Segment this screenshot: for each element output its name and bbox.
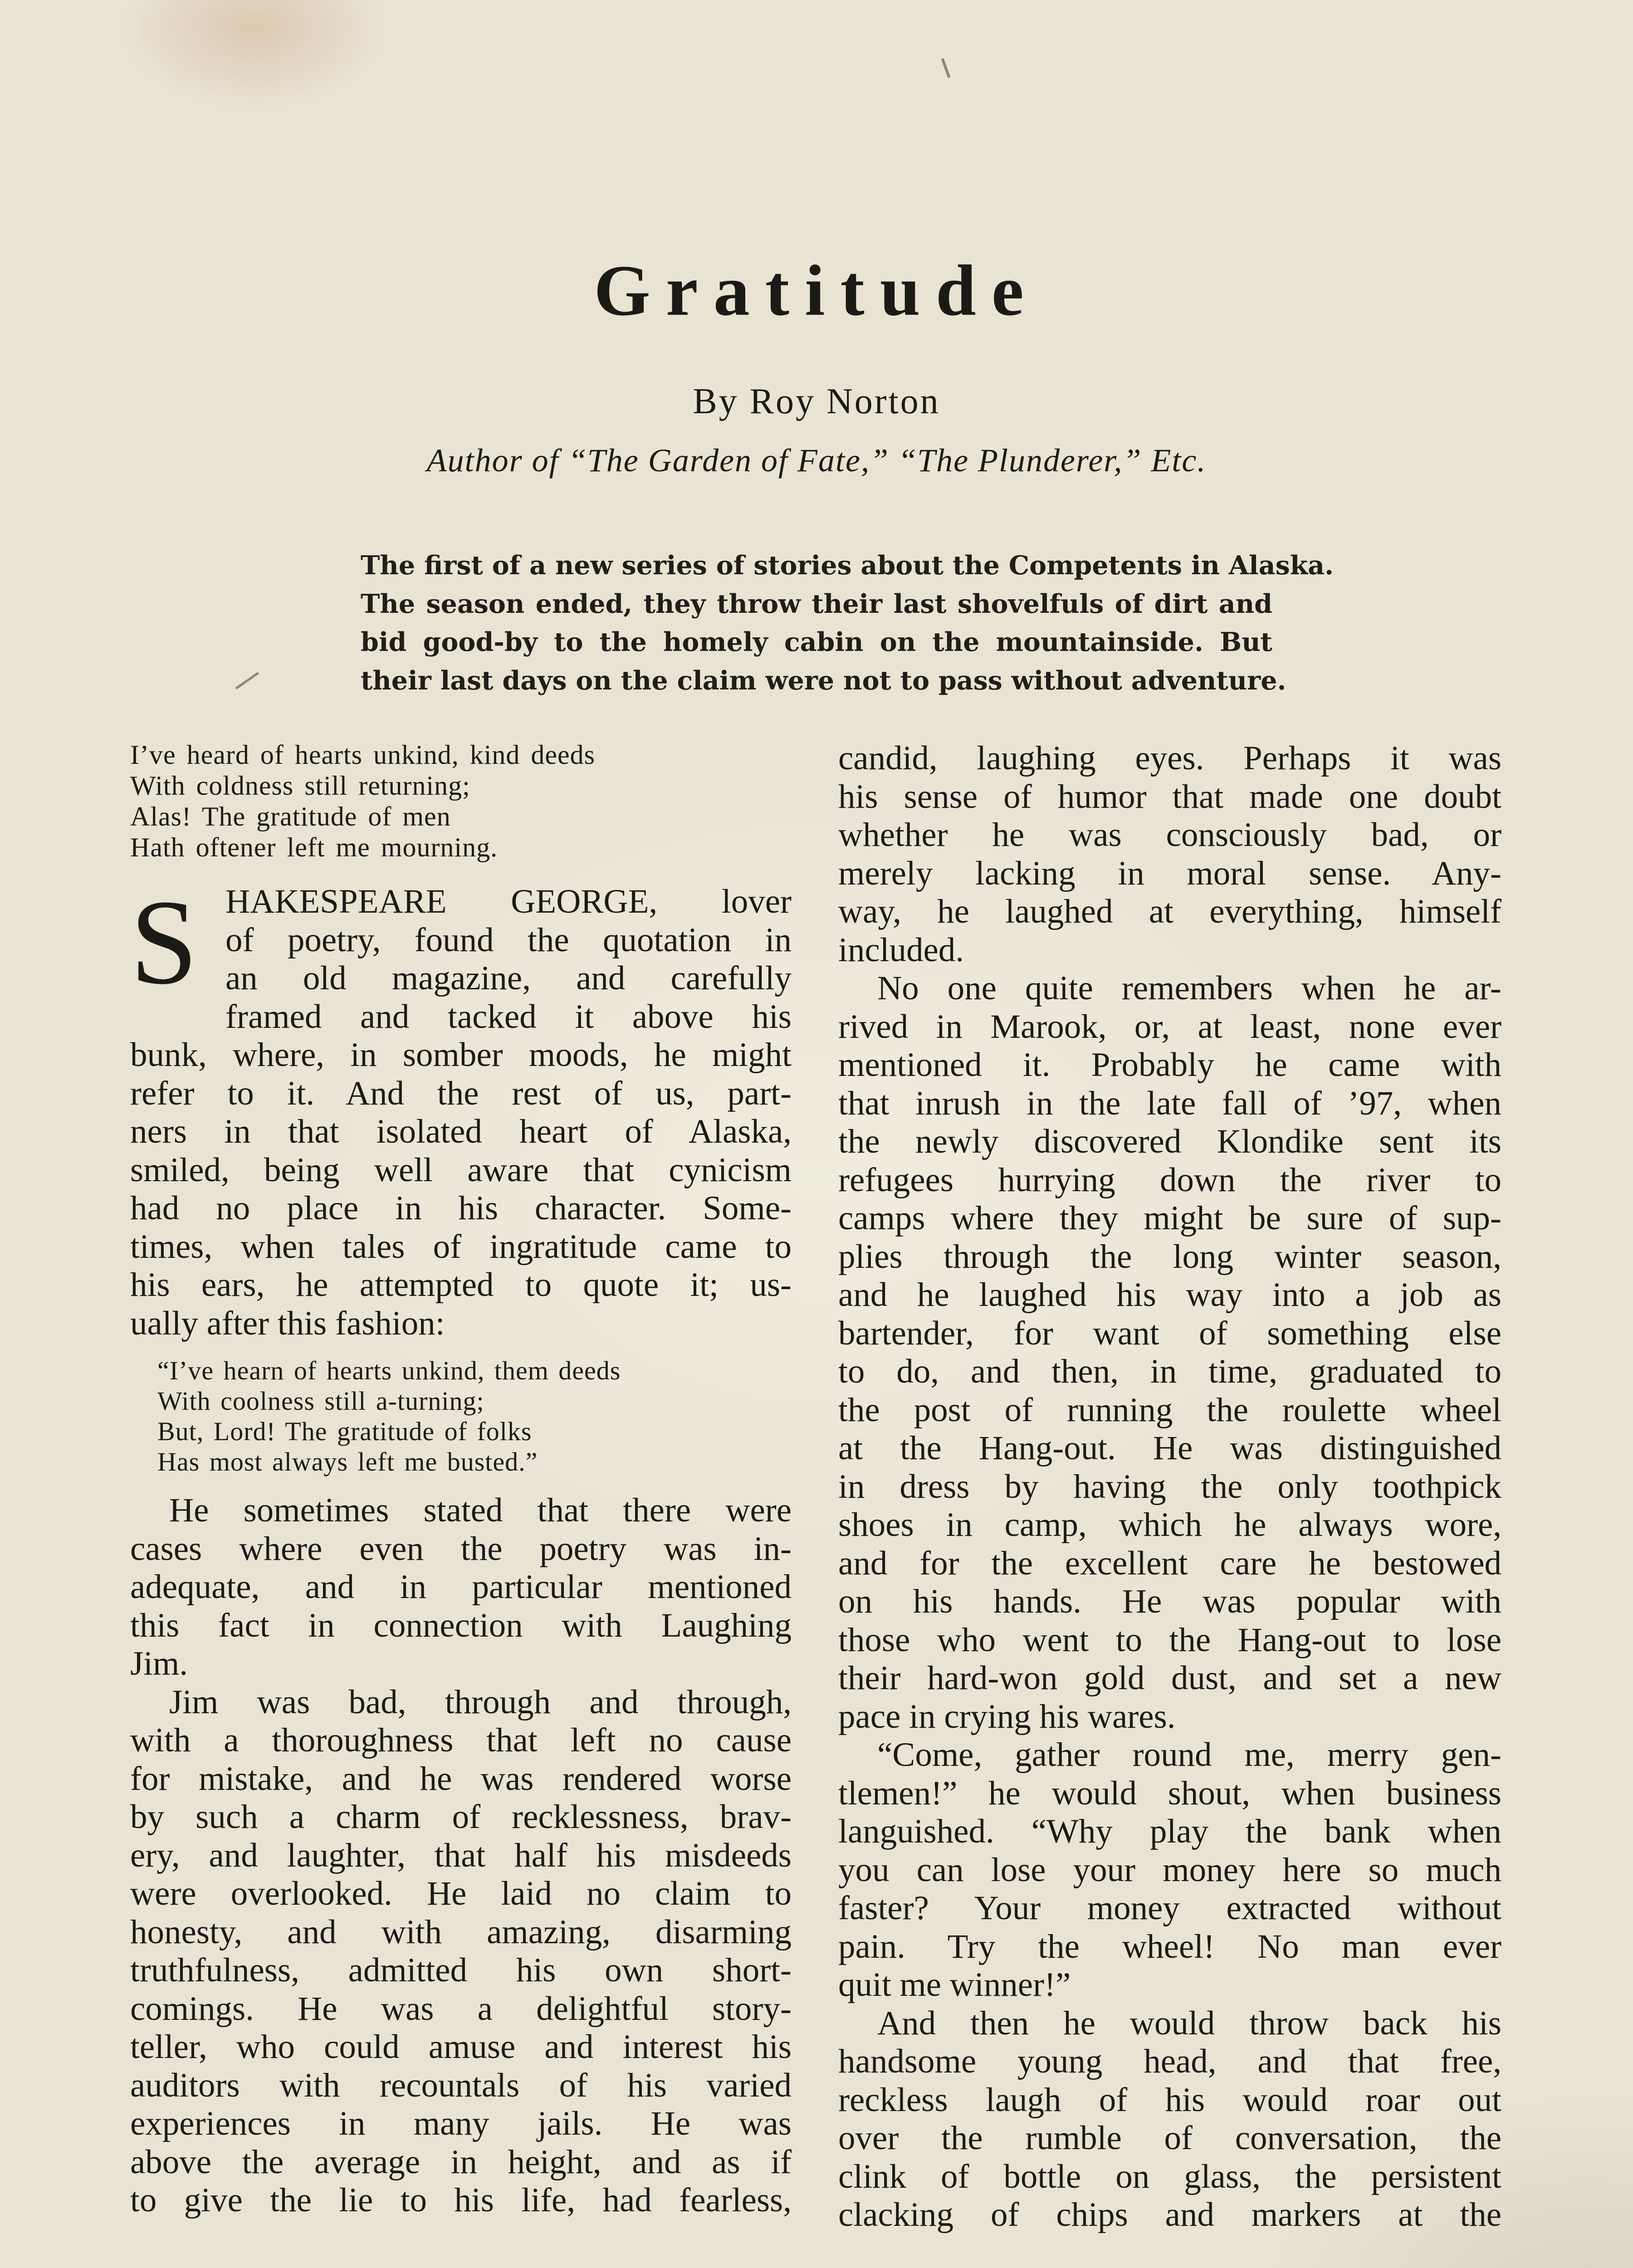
text-line: clink of bottle on glass, the persistent bbox=[838, 2157, 1501, 2195]
summary-line: The first of a new series of stories about the Competents in Alaska. bbox=[361, 550, 1334, 581]
text-line: this fact in connection with Laughing bbox=[130, 1606, 792, 1644]
body-paragraphs bbox=[130, 1491, 792, 2220]
text-line: ery, and laughter, that half his misdeeds bbox=[130, 1836, 792, 1874]
text-line: experiences in many jails. He was bbox=[130, 2105, 792, 2142]
misquoted-poem bbox=[157, 1355, 792, 1477]
text-line: framed and tacked it above his bbox=[225, 997, 792, 1036]
text-line: that inrush in the late fall of ’97, when bbox=[838, 1084, 1501, 1122]
text-line: auditors with recountals of his varied bbox=[130, 2066, 792, 2104]
text-line: over the rumble of conversation, the bbox=[838, 2119, 1501, 2157]
text-line: on his hands. He was popular with bbox=[838, 1583, 1501, 1620]
text-line: pain. Try the wheel! No man ever bbox=[838, 1927, 1501, 1965]
text-line: and he laughed his way into a job as bbox=[838, 1276, 1501, 1314]
paper-scratch-mark bbox=[235, 672, 259, 689]
text-line: plies through the long winter season, bbox=[838, 1237, 1501, 1276]
right-column bbox=[838, 739, 1501, 2234]
text-line: comings. He was a delightful story- bbox=[130, 1989, 792, 2028]
text-line: languished. “Why play the bank when bbox=[838, 1813, 1501, 1850]
opening-paragraph bbox=[130, 875, 792, 1343]
text-line: quit me winner!” bbox=[838, 1966, 1071, 2004]
text-line: in dress by having the only toothpick bbox=[838, 1467, 1501, 1505]
text-line: shoes in camp, which he always wore, bbox=[838, 1506, 1501, 1544]
text-line: the newly discovered Klondike sent its bbox=[838, 1123, 1501, 1160]
text-line: Jim. bbox=[130, 1645, 188, 1682]
text-line: merely lacking in moral sense. Any- bbox=[838, 854, 1501, 892]
text-line: refugees hurrying down the river to bbox=[838, 1161, 1501, 1199]
left-column bbox=[130, 739, 792, 2220]
drop-cap: S bbox=[130, 875, 198, 1009]
text-line: candid, laughing eyes. Perhaps it was bbox=[838, 739, 1501, 777]
paper-scratch-mark bbox=[941, 58, 951, 78]
summary-line: their last days on the claim were not to pass without adventure. bbox=[361, 665, 1286, 696]
text-line: smiled, being well aware that cynicism bbox=[130, 1151, 792, 1189]
poem-line: Has most always left me busted.” bbox=[157, 1447, 538, 1476]
poem-line: “I’ve hearn of hearts unkind, them deeds bbox=[157, 1356, 621, 1385]
text-line: his ears, he attempted to quote it; us- bbox=[130, 1266, 792, 1304]
text-line: truthfulness, admitted his own short- bbox=[130, 1951, 792, 1989]
text-line: adequate, and in particular mentioned bbox=[130, 1568, 792, 1606]
author-credits: Author of “The Garden of Fate,” “The Plunderer,” Etc. bbox=[426, 442, 1207, 479]
text-line: reckless laugh of his would roar out bbox=[838, 2081, 1501, 2119]
text-line: those who went to the Hang-out to lose bbox=[838, 1621, 1501, 1659]
text-line: Jim was bad, through and through, bbox=[169, 1683, 792, 1721]
text-line: way, he laughed at everything, himself bbox=[838, 893, 1501, 930]
story-summary bbox=[361, 549, 1334, 702]
poem-line: With coolness still a-turning; bbox=[157, 1386, 484, 1416]
text-line: to do, and then, in time, graduated to bbox=[838, 1353, 1501, 1390]
poem-line: Hath oftener left me mourning. bbox=[130, 832, 498, 862]
summary-line: The season ended, they throw their last shovelfuls of dirt and bbox=[361, 588, 1272, 619]
text-line: with a thoroughness that left no cause bbox=[130, 1721, 792, 1759]
text-line: his sense of humor that made one doubt bbox=[838, 777, 1501, 816]
text-line: by such a charm of recklessness, brav- bbox=[130, 1798, 792, 1836]
text-line: camps where they might be sure of sup- bbox=[838, 1199, 1501, 1237]
text-line: clacking of chips and markers at the bbox=[838, 2196, 1501, 2234]
text-line: refer to it. And the rest of us, part- bbox=[130, 1074, 792, 1112]
text-line: faster? Your money extracted without bbox=[838, 1889, 1501, 1927]
text-line: No one quite remembers when he ar- bbox=[877, 969, 1501, 1007]
text-line: at the Hang-out. He was distinguished bbox=[838, 1429, 1501, 1467]
text-line: HAKESPEARE GEORGE, lover bbox=[225, 883, 792, 920]
summary-line: bid good-by to the homely cabin on the mountainside. But bbox=[361, 627, 1272, 657]
byline: By Roy Norton bbox=[693, 381, 940, 421]
text-line: of poetry, found the quotation in bbox=[225, 921, 792, 959]
text-line: were overlooked. He laid no claim to bbox=[130, 1875, 792, 1912]
text-line: the post of running the roulette wheel bbox=[838, 1391, 1501, 1429]
text-line: teller, who could amuse and interest his bbox=[130, 2028, 792, 2066]
poem-line: Alas! The gratitude of men bbox=[130, 802, 451, 831]
text-line: an old magazine, and carefully bbox=[225, 959, 792, 997]
text-line: tlemen!” he would shout, when business bbox=[838, 1774, 1501, 1812]
text-line: bunk, where, in somber moods, he might bbox=[130, 1036, 792, 1074]
text-line: ually after this fashion: bbox=[130, 1304, 445, 1342]
text-line: you can lose your money here so much bbox=[838, 1851, 1501, 1889]
text-line: had no place in his character. Some- bbox=[130, 1189, 792, 1227]
text-line: above the average in height, and as if bbox=[130, 2143, 792, 2181]
text-line: included. bbox=[838, 931, 964, 969]
text-line: cases where even the poetry was in- bbox=[130, 1530, 792, 1568]
text-line: their hard-won gold dust, and set a new bbox=[838, 1659, 1501, 1697]
poem-line: With coldness still returning; bbox=[130, 771, 470, 801]
text-line: ners in that isolated heart of Alaska, bbox=[130, 1113, 792, 1150]
text-line: to give the lie to his life, had fearless, bbox=[130, 2181, 792, 2219]
text-line: whether he was consciously bad, or bbox=[838, 816, 1501, 854]
poem-line: I’ve heard of hearts unkind, kind deeds bbox=[130, 740, 596, 770]
text-line: honesty, and with amazing, disarming bbox=[130, 1913, 792, 1951]
text-line: and for the excellent care he bestowed bbox=[838, 1544, 1501, 1582]
text-line: handsome young head, and that free, bbox=[838, 2043, 1501, 2080]
story-title: Gratitude bbox=[594, 250, 1039, 331]
text-line: rived in Marook, or, at least, none ever bbox=[838, 1007, 1501, 1046]
text-line: for mistake, and he was rendered worse bbox=[130, 1760, 792, 1798]
epigraph-poem bbox=[130, 739, 792, 863]
text-line: bartender, for want of something else bbox=[838, 1314, 1501, 1352]
text-line: times, when tales of ingratitude came to bbox=[130, 1227, 792, 1266]
text-line: “Come, gather round me, merry gen- bbox=[877, 1736, 1501, 1774]
text-line: And then he would throw back his bbox=[877, 2004, 1501, 2042]
text-line: mentioned it. Probably he came with bbox=[838, 1046, 1501, 1084]
text-line: pace in crying his wares. bbox=[838, 1697, 1176, 1735]
poem-line: But, Lord! The gratitude of folks bbox=[157, 1417, 532, 1446]
text-line: He sometimes stated that there were bbox=[169, 1491, 792, 1529]
